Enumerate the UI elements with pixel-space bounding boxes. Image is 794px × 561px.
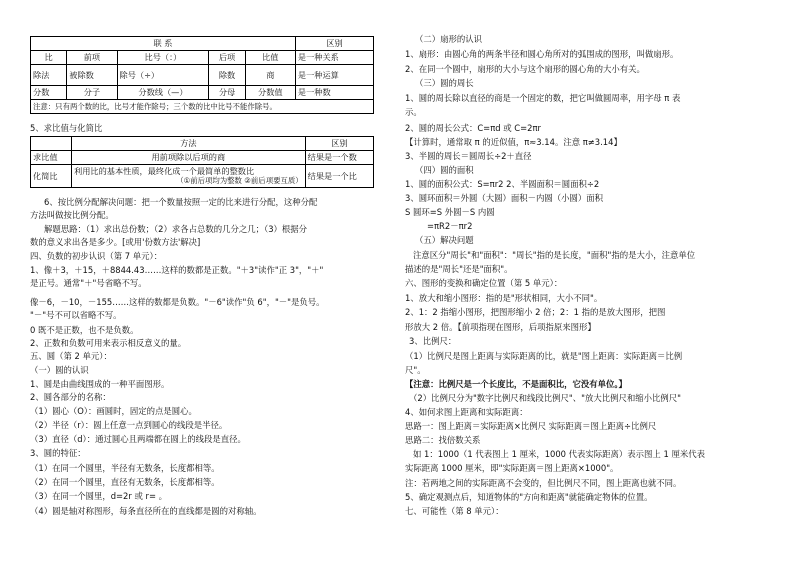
table-cell: 分母 [209,86,245,100]
table-header-row [31,137,374,151]
paragraph-line: 方法叫做按比例分配。 [30,210,114,220]
table-cell: 是一种关系 [295,51,373,65]
paragraph-line: 2、正数和负数可用来表示相反意义的量。 [30,338,187,348]
subsection-heading: （一）圆的认识 [30,365,89,375]
paragraph-line: （3）在同一个圆里，d=2r 或 r= 。 [30,491,168,501]
table-cell: 是一种运算 [295,65,373,86]
table-cell: 分数 [31,86,67,100]
table-note-row [31,100,374,114]
paragraph-line: （1）比例尺是图上距离与实际距离的比，就是"图上距离：实际距离＝比例 [405,351,683,361]
paragraph-line: 1、圆的周长除以直径的商是一个固定的数，把它叫做圆周率，用字母 π 表 [405,93,681,103]
table-cell: 分子 [67,86,117,100]
table-cell: 分数值 [245,86,295,100]
paragraph-line: 1、放大和缩小图形：指的是"形状相同，大小不同"。 [405,293,603,303]
table-row [31,86,374,100]
table-cell: 用前项除以后项的商 [72,151,306,165]
table-cell-text: 利用比的基本性质，最终化成一个最简单的整数比 [74,166,255,176]
paragraph-line: 2、圆各部分的名称： [30,392,111,402]
section-heading: 六、图形的变换和确定位置（第 5 单元）： [405,278,563,288]
section-heading: 七、可能性（第 8 单元）： [405,506,504,516]
table-row [31,65,374,86]
paragraph-line: "－"号不可以省略不写。 [30,310,122,320]
paragraph-line: 思路二：找倍数关系 [405,435,481,445]
subsection-heading: （二）扇形的认识 [415,34,482,44]
paragraph-line: 数的意义求出各是多少。[或用'份数方法'解决] [30,237,201,247]
table-cell: 除数 [209,65,245,86]
paragraph-line: 3、半圆的周长＝圆周长÷2＋直径 [405,151,532,161]
paragraph-line: （1）圆心（O）：画圆时，固定的点是圆心。 [30,406,197,416]
paragraph-line: 【注意：比例尺是一个长度比，不是面积比，它没有单位。】 [405,379,627,389]
paragraph-line: 解题思路：（1）求出总份数；（2）求各占总数的几分之几；（3）根据分 [44,224,308,234]
table-cell: 比 [31,51,67,65]
subsection-heading: （三）圆的周长 [415,78,474,88]
table-cell: 分数线（—） [117,86,209,100]
paragraph-line: 2、在同一个圆中，扇形的大小与这个扇形的圆心角的大小有关。 [405,64,645,74]
paragraph-line: （4）圆是轴对称图形，每条直径所在的直线都是圆的对称轴。 [30,506,262,516]
table-cell: 被除数 [67,65,117,86]
paragraph-line: 6、按比例分配解决问题：把一个数量按照一定的比来进行分配，这种分配 [44,197,318,207]
table-row [31,51,374,65]
section-heading: 五、圆（第 2 单元）： [30,351,112,361]
table-cell-subnote: （①前后项均为整数 ②前后项要互质） [176,176,303,185]
paragraph-line: （2）在同一个圆里，直径有无数条，长度都相等。 [30,477,220,487]
paragraph-line: 像－6，－10，－155……这样的数都是负数。"－6"读作"负 6"，"－"是负号。 [30,297,325,307]
paragraph-line: 5、确定观测点后，知道物体的"方向和距离"就能确定物体的位置。 [405,492,653,502]
table-header-cell: 区别 [295,37,373,51]
paragraph-line: 3、比例尺： [409,336,457,346]
table-cell: 比号（：） [117,51,209,65]
table-cell: 是一种数 [295,86,373,100]
section-heading: 四、负数的初步认识（第 7 单元）： [30,251,163,261]
paragraph-line: 是正号。通常"＋"号省略不写。 [30,278,147,288]
paragraph-line: 2、1：2 指缩小图形，把图形缩小 2 倍；2：1 指的是放大图形，把图 [405,307,666,317]
paragraph-line: （2）半径（r）：圆上任意一点到圆心的线段是半径。 [30,420,228,430]
paragraph-line: 形放大 2 倍。【前项指现在图形，后项指原来图形】 [405,322,596,332]
paragraph-line: （1）在同一个圆里，半径有无数条，长度都相等。 [30,463,220,473]
table-row [31,165,374,188]
table-cell: 除号（÷） [117,65,209,86]
paragraph-line: 【计算时，通常取 π 的近似值，π≈3.14。注意 π≠3.14】 [405,137,622,147]
paragraph-line: 尺"。 [405,365,426,375]
paragraph-line: 注意区分"周长"和"面积"："周长"指的是长度，"面积"指的是大小，注意单位 [413,250,696,260]
paragraph-line: 注：若两地之间的实际距离不会变的，但比例尺不同，图上距离也就不同。 [405,478,682,488]
table-cell: 化简比 [31,165,72,188]
section-heading: 5、求比值与化简比 [30,123,103,133]
paragraph-line: 0 既不是正数，也不是负数。 [30,325,139,335]
paragraph-line: 1、圆是由曲线围成的一种平面图形。 [30,379,170,389]
table-cell: 比值 [245,51,295,65]
paragraph-line: 如 1：1000（1 代表图上 1 厘米，1000 代表实际距离）表示图上 1 厘米代表 [413,449,705,459]
table-header-cell: 联 系 [31,37,296,51]
table-cell: 商 [245,65,295,86]
table-cell: 结果是一个数 [305,151,373,165]
table-cell: 前项 [67,51,117,65]
table-note: 注意：只有两个数的比，比号才能作除号；三个数的比中比号不能作除号。 [31,100,374,114]
ratio-simplify-table [30,136,374,188]
paragraph-line: =πR2－πr2 [427,221,473,231]
table-cell: 结果是一个比 [305,165,373,188]
subsection-heading: （四）圆的面积 [415,165,474,175]
subsection-heading: （五）解决问题 [415,235,474,245]
paragraph-line: （3）直径（d）：通过圆心且两端都在圆上的线段是直径。 [30,434,246,444]
paragraph-line: 3、圆环面积＝外圆（大圆）面积－内圆（小圆）面积 [405,193,603,203]
paragraph-line: S 圆环=S 外圆－S 内圆 [405,207,495,217]
table-header-cell: 区别 [305,137,373,151]
paragraph-line: 3、圆的特征： [30,448,86,458]
table-header-cell: 方法 [72,137,306,151]
paragraph-line: 1、像＋3，＋15，＋8844.43……这样的数都是正数。"＋3"读作"正 3"，"＋" [30,265,324,275]
table-cell: 后项 [209,51,245,65]
paragraph-line: 实际距离 1000 厘米，即"实际距离＝图上距离×1000"。 [405,463,619,473]
paragraph-line: 示。 [405,107,422,117]
table-cell: 求比值 [31,151,72,165]
table-row [31,151,374,165]
paragraph-line: 思路一：图上距离＝实际距离×比例尺 实际距离＝图上距离÷比例尺 [405,421,657,431]
paragraph-line: 2、圆的周长公式：C=πd 或 C=2πr [405,123,541,133]
table-cell [72,165,306,188]
paragraph-line: 描述的是"周长"还是"面积"。 [405,264,513,274]
paragraph-line: 4、如何求图上距离和实际距离： [405,407,528,417]
paragraph-line: （2）比例尺分为"数字比例尺和线段比例尺"、"放大比例尺和缩小比例尺" [409,393,681,403]
paragraph-line: 1、扇形：由圆心角的两条半径和圆心角所对的弧围成的图形，叫做扇形。 [405,49,679,59]
ratio-division-fraction-table [30,36,374,114]
table-cell: 除法 [31,65,67,86]
table-header-row [31,37,374,51]
paragraph-line: 1、圆的面积公式：S=πr2 2、半圆面积＝圆面积÷2 [405,179,600,189]
table-header-cell [31,137,72,151]
